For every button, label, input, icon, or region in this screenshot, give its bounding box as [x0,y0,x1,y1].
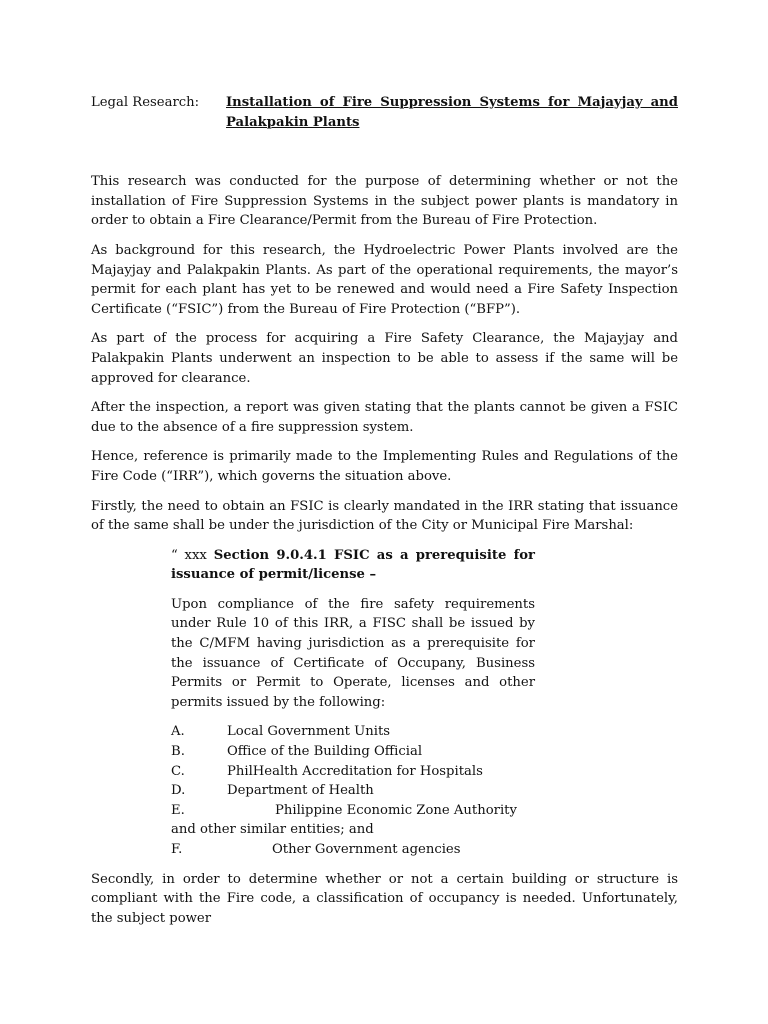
list-item-text: Department of Health [227,783,374,799]
list-item [171,781,535,801]
quote-heading-text: Section 9.0.4.1 FSIC as a prerequisite for issuance of permit/license – [171,547,535,583]
list-item-letter: F. [171,842,183,857]
list-item [171,742,535,762]
list-item-letter: C. [171,763,185,779]
list-item-letter: E. [171,802,185,818]
list-item-text: Philippine Economic Zone Authority and other similar entities; and [171,802,517,838]
list-item-text: Office of the Building Official [227,744,423,760]
list-item-letter: D. [171,783,186,799]
list-item-text: Other Government agencies [272,842,461,857]
list-item-letter: A. [171,724,185,740]
list-item [171,762,535,782]
paragraph-inspection: After the inspection, a report was given stating that the plants cannot be given a FSIC due to the absence of a fire suppression system. [91,400,678,435]
paragraph-process: As part of the process for acquiring a Fire Safety Clearance, the Majayjay and Palakpakin Plants underwent an inspection to be able to assess if the same will be approved for clearance. [91,331,678,386]
quote-heading [171,546,535,585]
list-item-text: Local Government Units [227,724,391,740]
paragraph-secondly: Secondly, in order to determine whether or not a certain building or structure is compliant with the Fire code, a classification of occupancy is needed. Unfortunately, the subject power [91,871,678,926]
list-item [171,801,535,840]
quote-body: Upon compliance of the fire safety requirements under Rule 10 of this IRR, a FISC shall be issued by the C/MFM having jurisdiction as a prerequisite for the issuance of Certificate of Occupany, Business Permits or Permit to Operate, licenses and other permits issued by the following: [171,596,535,710]
paragraph-background: As background for this research, the Hydroelectric Power Plants involved are the Majayjay and Palakpakin Plants. As part of the operational requirements, the mayor’s permit for each plant has yet to be renewed and would need a Fire Safety Inspection Certificate (“FSIC”) from the Bureau of Fire Protection (“BFP”). [91,242,678,317]
list-item-text: PhilHealth Accreditation for Hospitals [227,763,483,779]
issuer-list [171,722,535,859]
quoted-section [171,546,535,860]
list-item [171,722,535,742]
quote-prefix: “ xxx [171,547,214,563]
paragraph-purpose: This research was conducted for the purpose of determining whether or not the installation of Fire Suppression Systems in the subject power plants is mandatory in order to obtain a Fire Clearance/Permit from the Bureau of Fire Protection. [91,174,678,229]
document-page [91,93,678,938]
header-label: Legal Research: [91,95,200,110]
document-header [91,93,678,132]
paragraph-reference: Hence, reference is primarily made to the Implementing Rules and Regulations of the Fire Code (“IRR”), which governs the situation above. [91,449,678,484]
paragraph-firstly: Firstly, the need to obtain an FSIC is clearly mandated in the IRR stating that issuance of the same shall be under the jurisdiction of the City or Municipal Fire Marshal: [91,498,678,534]
list-item [171,840,535,860]
document-title: Installation of Fire Suppression Systems for Majayjay and Palakpakin Plants [226,95,678,130]
list-item-letter: B. [171,744,185,760]
